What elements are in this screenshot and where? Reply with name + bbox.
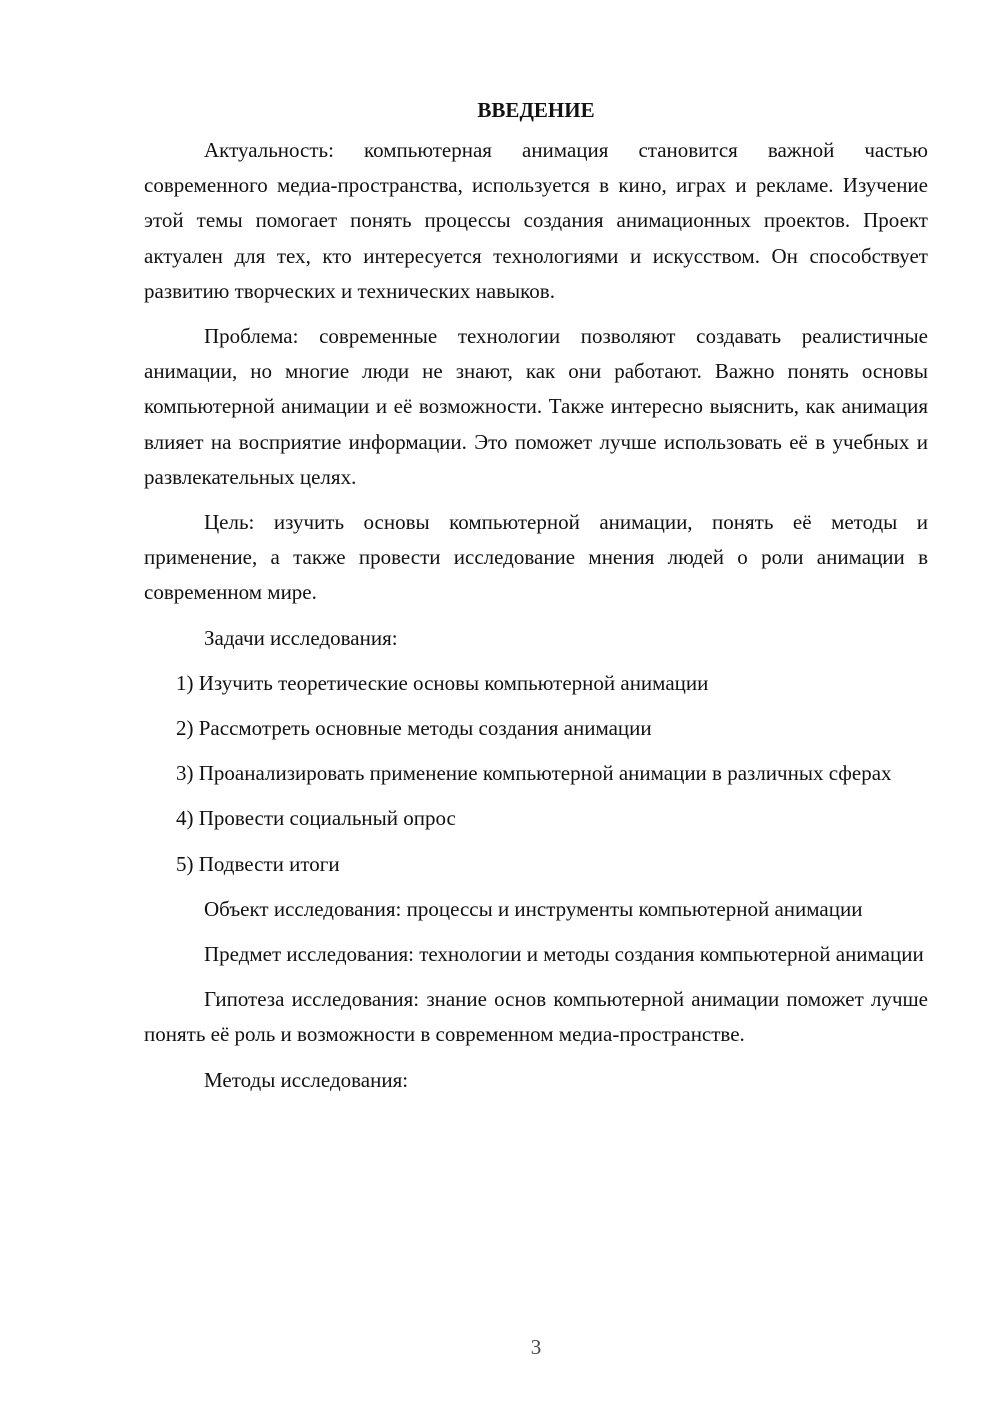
methods-title: Методы исследования: [204,1067,409,1092]
task-item-2: 2) Рассмотреть основные методы создания анимации [176,716,652,741]
subject-paragraph: Предмет исследования: технологии и методы создания компьютерной анимации [204,942,924,967]
task-item-4: 4) Провести социальный опрос [176,806,456,831]
page-number: 3 [530,1335,542,1359]
hypothesis-paragraph: Гипотеза исследования: знание основ компьютерной анимации поможет лучше понять её роль и возможности в современном медиа-пространстве. [144,987,928,1047]
task-item-5: 5) Подвести итоги [176,851,340,876]
object-paragraph: Объект исследования: процессы и инструменты компьютерной анимации [204,896,863,921]
goal-paragraph: Цель: изучить основы компьютерной анимации, понять её методы и применение, а также провести исследование мнения людей о роли анимации в современном мире. [144,510,928,605]
section-heading: ВВЕДЕНИЕ [477,98,595,122]
task-item-3: 3) Проанализировать применение компьютерной анимации в различных сферах [176,761,892,786]
tasks-title: Задачи исследования: [204,625,398,650]
problem-paragraph: Проблема: современные технологии позволяют создавать реалистичные анимации, но многие люди не знают, как они работают. Важно понять основы компьютерной анимации и её возможности. Также интересно выяснить, как анимация влияет на восприятие информации. Это поможет лучше использовать её в учебных и развлекательных целях. [144,324,928,489]
document-page [144,92,928,1108]
task-item-1: 1) Изучить теоретические основы компьютерной анимации [176,670,709,695]
relevance-paragraph: Актуальность: компьютерная анимация становится важной частью современного медиа-пространства, используется в кино, играх и рекламе. Изучение этой темы помогает понять процессы создания анимационных проектов. Проект актуален для тех, кто интересуется технологиями и искусством. Он способствует развитию творческих и технических навыков. [144,138,928,303]
